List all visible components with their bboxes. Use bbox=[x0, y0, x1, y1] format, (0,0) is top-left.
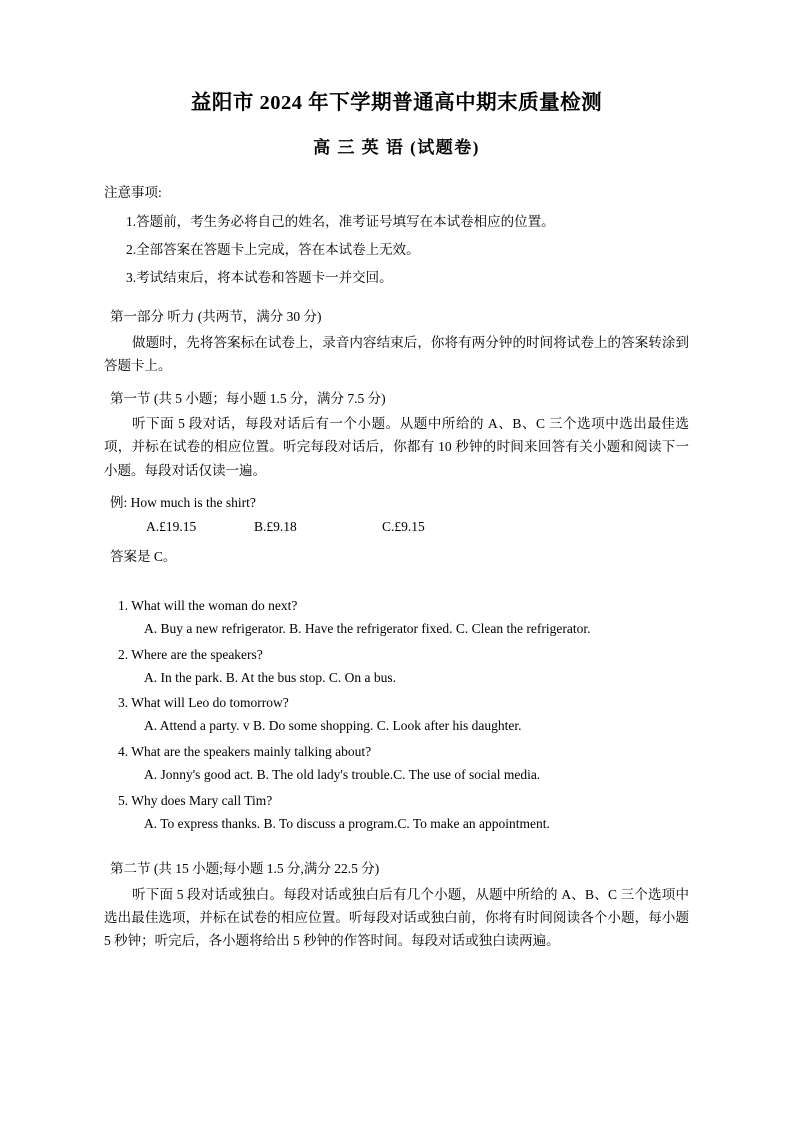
notice-item-1: 1.答题前，考生务必将自己的姓名，准考证号填写在本试卷相应的位置。 bbox=[126, 213, 555, 229]
page-subtitle: 高 三 英 语 (试题卷) bbox=[313, 137, 480, 157]
notice-item-2: 2.全部答案在答题卡上完成，答在本试卷上无效。 bbox=[126, 242, 420, 258]
question-stem: 4. What are the speakers mainly talking about? bbox=[118, 744, 372, 760]
section-one-intro: 听下面 5 段对话，每段对话后有一个小题。从题中所给的 A、B、C 三个选项中选出最佳选项，并标在试卷的相应位置。听完每段对话后，你都有 10 秒钟的时间来回答有关小题和阅读下一小题。每段对话仅读一遍。 bbox=[104, 416, 689, 478]
question-item-4 bbox=[104, 741, 689, 787]
question-stem: 1. What will the woman do next? bbox=[118, 597, 298, 613]
part-one-heading: 第一部分 听力 (共两节，满分 30 分) bbox=[110, 308, 322, 324]
question-options: A. In the park. B. At the bus stop. C. On a bus. bbox=[144, 669, 396, 685]
question-options: A. To express thanks. B. To discuss a program.C. To make an appointment. bbox=[144, 816, 550, 832]
example-answer: 答案是 C。 bbox=[110, 549, 177, 565]
example-options bbox=[104, 516, 689, 538]
question-item-2 bbox=[104, 644, 689, 690]
question-stem: 2. Where are the speakers? bbox=[118, 646, 263, 662]
section-one-heading: 第一节 (共 5 小题；每小题 1.5 分，满分 7.5 分) bbox=[110, 390, 386, 406]
page-title: 益阳市 2024 年下学期普通高中期末质量检测 bbox=[190, 92, 603, 114]
question-options: A. Buy a new refrigerator. B. Have the refrigerator fixed. C. Clean the refrigerator. bbox=[144, 620, 591, 636]
question-stem: 5. Why does Mary call Tim? bbox=[118, 793, 273, 809]
example-option-b: B.£9.18 bbox=[254, 519, 297, 535]
notice-item-3: 3.考试结束后，将本试卷和答题卡一并交回。 bbox=[126, 270, 393, 286]
section-two-intro: 听下面 5 段对话或独白。每段对话或独白后有几个小题，从题中所给的 A、B、C 三个选项中选出最佳选项，并标在试卷的相应位置。听每段对话或独白前，你将有时间阅读各个小题，每小题 5 秒钟；听完后，各小题将给出 5 秒钟的作答时间。每段对话或独白读两遍。 bbox=[104, 886, 689, 949]
example-question: 例: How much is the shirt? bbox=[110, 494, 256, 510]
example-option-c: C.£9.15 bbox=[382, 519, 425, 535]
section-two-heading: 第二节 (共 15 小题;每小题 1.5 分,满分 22.5 分) bbox=[110, 861, 380, 877]
example-option-a: A.£19.15 bbox=[146, 519, 197, 535]
notice-heading: 注意事项: bbox=[104, 185, 162, 201]
question-item-1 bbox=[104, 595, 689, 641]
question-item-3 bbox=[104, 692, 689, 738]
question-options: A. Jonny's good act. B. The old lady's trouble.C. The use of social media. bbox=[144, 767, 541, 783]
question-stem: 3. What will Leo do tomorrow? bbox=[118, 695, 289, 711]
question-item-5 bbox=[104, 790, 689, 836]
part-one-intro: 做题时，先将答案标在试卷上，录音内容结束后，你将有两分钟的时间将试卷上的答案转涂到答题卡上。 bbox=[104, 335, 689, 374]
question-options: A. Attend a party. v B. Do some shopping. C. Look after his daughter. bbox=[144, 718, 522, 734]
